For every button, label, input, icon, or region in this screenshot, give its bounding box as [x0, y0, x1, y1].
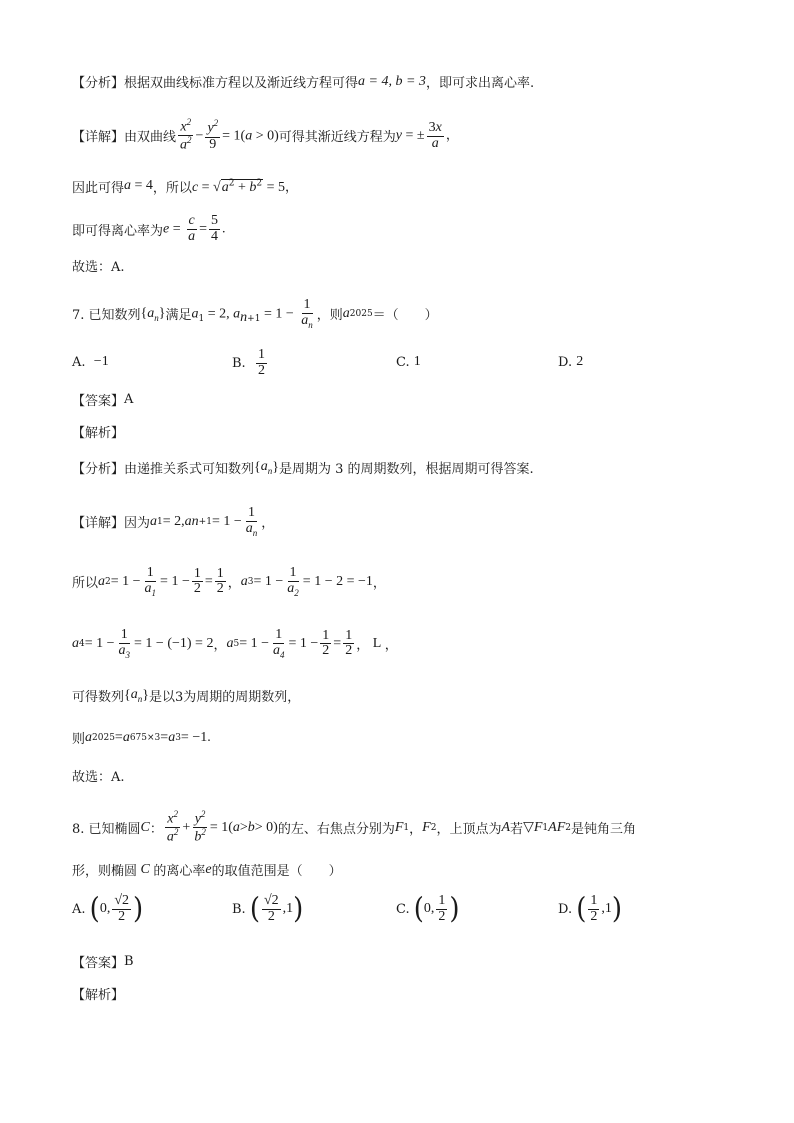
q6-line3-text-b: ，所以 [152, 180, 192, 196]
q7-a4-line: a 4 = 1 − $\frac{1}{a_3}$ = 1 − (−1) = 2 ， a 5 = 1 − $\frac{1}{a_4}$ = 1 − $\frac{1}{2}$ = $\frac{1}{2}$ ， L ， [72, 627, 398, 660]
q7-option-d[interactable]: D. 2 [558, 354, 584, 370]
q7-then-line: 则 a 2025 = a 675×3 = a 3 = −1. [72, 729, 211, 747]
q7-option-a[interactable]: A. −1 [72, 354, 109, 370]
c-formula: $c = √a^2 + b^2 = 5$， [191, 178, 299, 195]
eccentricity-formula: e = $\frac{c}{a}$ = $\frac{5}{4}$ . [163, 213, 226, 244]
q7-stem-suffix: ，则 [316, 308, 343, 324]
detail-tag: 【详解】 [72, 130, 125, 146]
q7-detail: 【详解】 因为 a 1 = 2, a n +1 = 1 − $\frac{1}{a_n}$ ， [72, 505, 275, 538]
q8-stem: 8. 已知椭圆 C ： $\frac{x^2}{a^2}$ + $\frac{y^2}{b^2}$ = 1( a > b > 0) 的左、右焦点分别为 F 1 ， F 2 ，上顶点为 A 若 ▽ F 1 AF 2 是钝角三角 [72, 809, 636, 845]
q7-jiexi: 【解析】 [72, 426, 125, 441]
q7-so-line: 所以 a 2 = 1 − $\frac{1}{a_1}$ = 1 − $\frac{1}{2}$ = $\frac{1}{2}$ ， a 3 = 1 − $\frac{1}{a_2}$ = 1 − 2 = −1 ， [72, 565, 386, 598]
q7-conclusion: 故选：A. [72, 770, 125, 785]
recurrence: $a_1 = 2$, $a_{n+1} = 1$ − $\frac{1}{a_n}$ [191, 297, 313, 330]
q6-line3-text-a: 因此可得 [72, 180, 125, 196]
q6-line4 [72, 214, 226, 244]
q8-stem-line2: 形，则椭圆 C 的离心率 e 的取值范围是（ ） [72, 861, 342, 879]
q8-option-a[interactable]: A. ( 0, $\frac{√2}{2}$ ) [72, 892, 144, 926]
analysis-tag: 【分析】 [72, 76, 125, 91]
q7-option-c[interactable]: C. 1 [396, 354, 421, 370]
q7-stem-tail: ＝（ ） [372, 308, 438, 324]
q8-option-c[interactable]: C. ( 0, $\frac{1}{2}$ ) [396, 892, 460, 926]
q6-line3: 因此可得 a = 4 ，所以 $c = √a^2 + b^2 = 5$， [72, 178, 299, 196]
q7-analysis: 【分析】 由递推关系式可知数列 { $a_n$ } 是周期为 3 的周期数列，根据周期可得答案. [72, 459, 534, 477]
q6-analysis-text-a: 根据双曲线标准方程以及渐近线方程可得 [124, 76, 359, 91]
q6-analysis-math: a = 4, b = 3 [358, 73, 426, 89]
q7-option-b[interactable]: B. $\frac{1}{2}$ [232, 347, 265, 378]
hyperbola-equation: $\frac{x^2}{a^2}$ − $\frac{y^2}{9}$ = 1(a > 0) [180, 117, 279, 153]
q6-line4-text: 即可得离心率为 [72, 223, 164, 239]
q6-conclusion: 故选：A. [72, 260, 125, 275]
asymptote-equation: y = ± $\frac{3x}{a}$ ， [395, 120, 459, 151]
q7-stem: 7. 已知数列 { $a_n$ } 满足 $a_1 = 2$, $a_{n+1} = 1$ − $\frac{1}{a_n}$ ，则 a 2025 ＝（ ） [72, 297, 438, 330]
q7-stem-prefix: 7. 已知数列 [72, 308, 141, 324]
q6-detail-line [72, 118, 459, 154]
q7-period-line: 可得数列 { $a_n$ } 是以3为周期的周期数列， [72, 687, 301, 705]
q8-option-b[interactable]: B. ( $\frac{√2}{2}$ ,1 ) [232, 892, 304, 926]
q6-analysis-line [72, 72, 534, 91]
q8-answer: 【答案】 B [72, 954, 134, 971]
q8-jiexi: 【解析】 [72, 988, 125, 1003]
q6-detail-text-a: 由双曲线 [124, 130, 177, 146]
q8-option-d[interactable]: D. ( $\frac{1}{2}$ ,1 ) [558, 892, 623, 926]
q6-analysis-text-b: ，即可求出离心率. [425, 76, 535, 91]
q7-stem-mid: 满足 [165, 308, 192, 324]
q6-detail-text-b: 可得其渐近线方程为 [278, 130, 396, 146]
q7-answer: 【答案】 A [72, 392, 134, 409]
